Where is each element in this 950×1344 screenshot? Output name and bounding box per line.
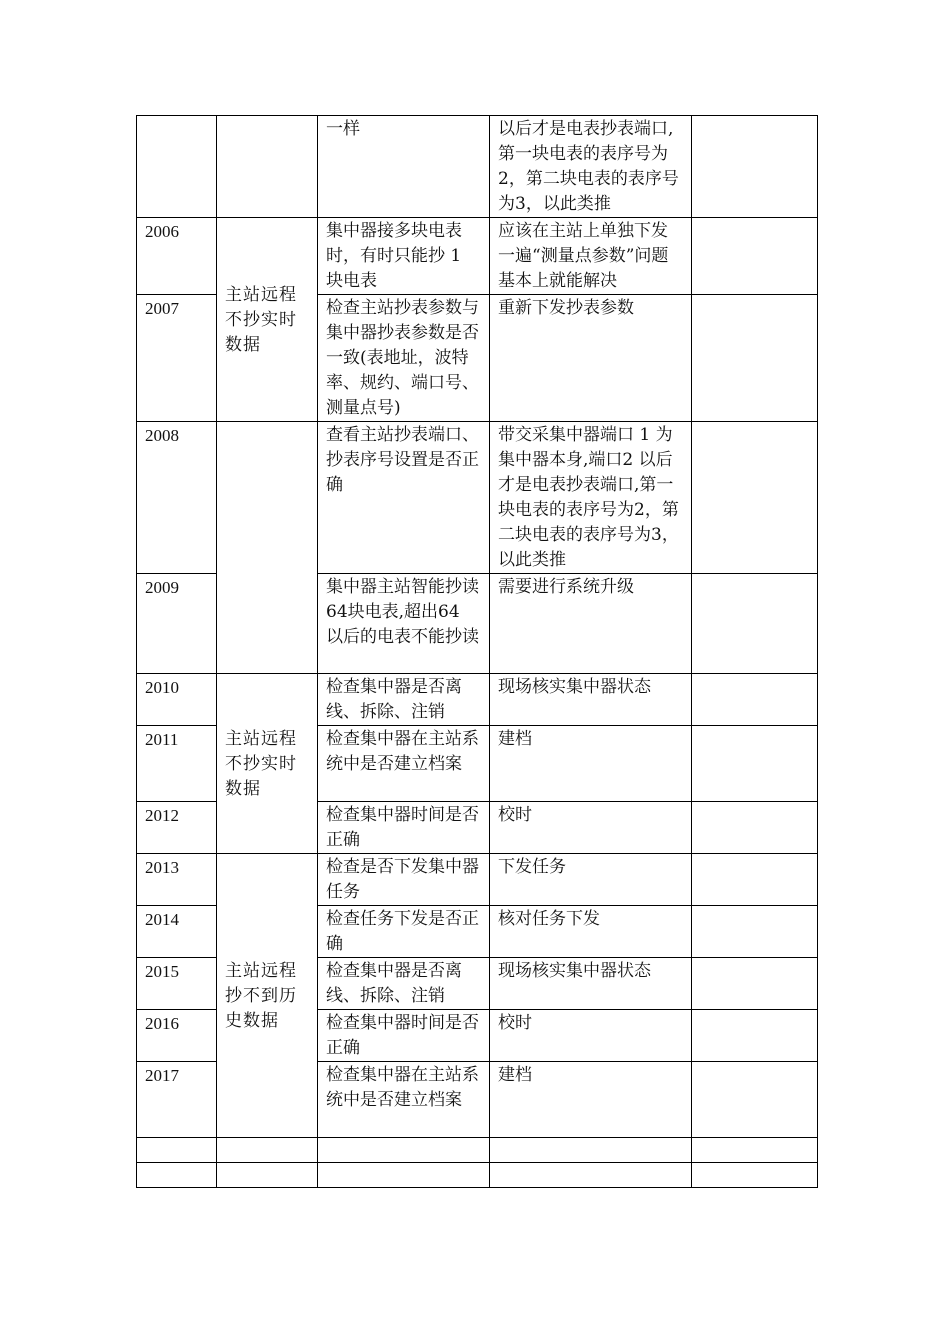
solution-cell: 建档 — [490, 1062, 692, 1138]
fault-code-cell: 2013 — [137, 854, 217, 906]
remark-cell — [692, 802, 818, 854]
empty-cell — [137, 1138, 217, 1163]
solution-cell: 以后才是电表抄表端口,第一块电表的表序号为2，第二块电表的表序号为3，以此类推 — [490, 116, 692, 218]
solution-cell: 重新下发抄表参数 — [490, 295, 692, 422]
remark-cell — [692, 218, 818, 295]
fault-code-cell: 2017 — [137, 1062, 217, 1138]
empty-cell — [137, 1163, 217, 1188]
solution-cell: 应该在主站上单独下发一遍“测量点参数”问题基本上就能解决 — [490, 218, 692, 295]
solution-cell: 现场核实集中器状态 — [490, 958, 692, 1010]
check-measure-cell: 检查集中器是否离线、拆除、注销 — [318, 674, 490, 726]
fault-category-cell: 主站远程不抄实时数据 — [217, 218, 318, 422]
empty-cell — [318, 1138, 490, 1163]
remark-cell — [692, 1010, 818, 1062]
remark-cell — [692, 422, 818, 574]
remark-cell — [692, 574, 818, 674]
empty-cell — [490, 1163, 692, 1188]
solution-cell: 需要进行系统升级 — [490, 574, 692, 674]
fault-category-cell: 主站远程抄不到历史数据 — [217, 854, 318, 1138]
solution-cell: 建档 — [490, 726, 692, 802]
table-row — [137, 218, 818, 295]
check-measure-cell: 检查是否下发集中器任务 — [318, 854, 490, 906]
empty-cell — [217, 1163, 318, 1188]
fault-code-cell: 2007 — [137, 295, 217, 422]
remark-cell — [692, 674, 818, 726]
remark-cell — [692, 854, 818, 906]
remark-cell — [692, 726, 818, 802]
remark-cell — [692, 1062, 818, 1138]
fault-code-cell: 2016 — [137, 1010, 217, 1062]
check-measure-cell: 检查集中器时间是否正确 — [318, 1010, 490, 1062]
check-measure-cell: 检查集中器在主站系统中是否建立档案 — [318, 1062, 490, 1138]
table-row-empty — [137, 1163, 818, 1188]
table-row — [137, 116, 818, 218]
empty-cell — [217, 1138, 318, 1163]
table-row — [137, 674, 818, 726]
fault-code-cell: 2010 — [137, 674, 217, 726]
table-row — [137, 854, 818, 906]
solution-cell: 带交采集中器端口 1 为集中器本身,端口2 以后才是电表抄表端口,第一块电表的表序号为2，第二块电表的表序号为3，以此类推 — [490, 422, 692, 574]
fault-handling-table — [136, 115, 818, 1188]
check-measure-cell: 检查集中器是否离线、拆除、注销 — [318, 958, 490, 1010]
empty-cell — [692, 1138, 818, 1163]
fault-code-cell: 2015 — [137, 958, 217, 1010]
remark-cell — [692, 906, 818, 958]
fault-code-cell: 2011 — [137, 726, 217, 802]
fault-category-cell-empty — [217, 422, 318, 674]
fault-code-cell — [137, 116, 217, 218]
check-measure-cell: 一样 — [318, 116, 490, 218]
empty-cell — [318, 1163, 490, 1188]
empty-cell — [692, 1163, 818, 1188]
table-row-empty — [137, 1138, 818, 1163]
check-measure-cell: 集中器主站智能抄读64块电表,超出64 以后的电表不能抄读 — [318, 574, 490, 674]
check-measure-cell: 检查集中器时间是否正确 — [318, 802, 490, 854]
solution-cell: 校时 — [490, 1010, 692, 1062]
table-row — [137, 422, 818, 574]
check-measure-cell: 检查集中器在主站系统中是否建立档案 — [318, 726, 490, 802]
solution-cell: 现场核实集中器状态 — [490, 674, 692, 726]
fault-category-cell: 主站远程不抄实时数据 — [217, 674, 318, 854]
check-measure-cell: 查看主站抄表端口、抄表序号设置是否正确 — [318, 422, 490, 574]
check-measure-cell: 检查主站抄表参数与集中器抄表参数是否一致(表地址，波特率、规约、端口号、测量点号) — [318, 295, 490, 422]
fault-code-cell: 2006 — [137, 218, 217, 295]
solution-cell: 下发任务 — [490, 854, 692, 906]
solution-cell: 校时 — [490, 802, 692, 854]
fault-code-cell: 2008 — [137, 422, 217, 574]
remark-cell — [692, 116, 818, 218]
check-measure-cell: 检查任务下发是否正确 — [318, 906, 490, 958]
empty-cell — [490, 1138, 692, 1163]
remark-cell — [692, 295, 818, 422]
check-measure-cell: 集中器接多块电表时，有时只能抄 1 块电表 — [318, 218, 490, 295]
fault-code-cell: 2009 — [137, 574, 217, 674]
solution-cell: 核对任务下发 — [490, 906, 692, 958]
fault-code-cell: 2012 — [137, 802, 217, 854]
fault-category-cell — [217, 116, 318, 218]
remark-cell — [692, 958, 818, 1010]
fault-code-cell: 2014 — [137, 906, 217, 958]
